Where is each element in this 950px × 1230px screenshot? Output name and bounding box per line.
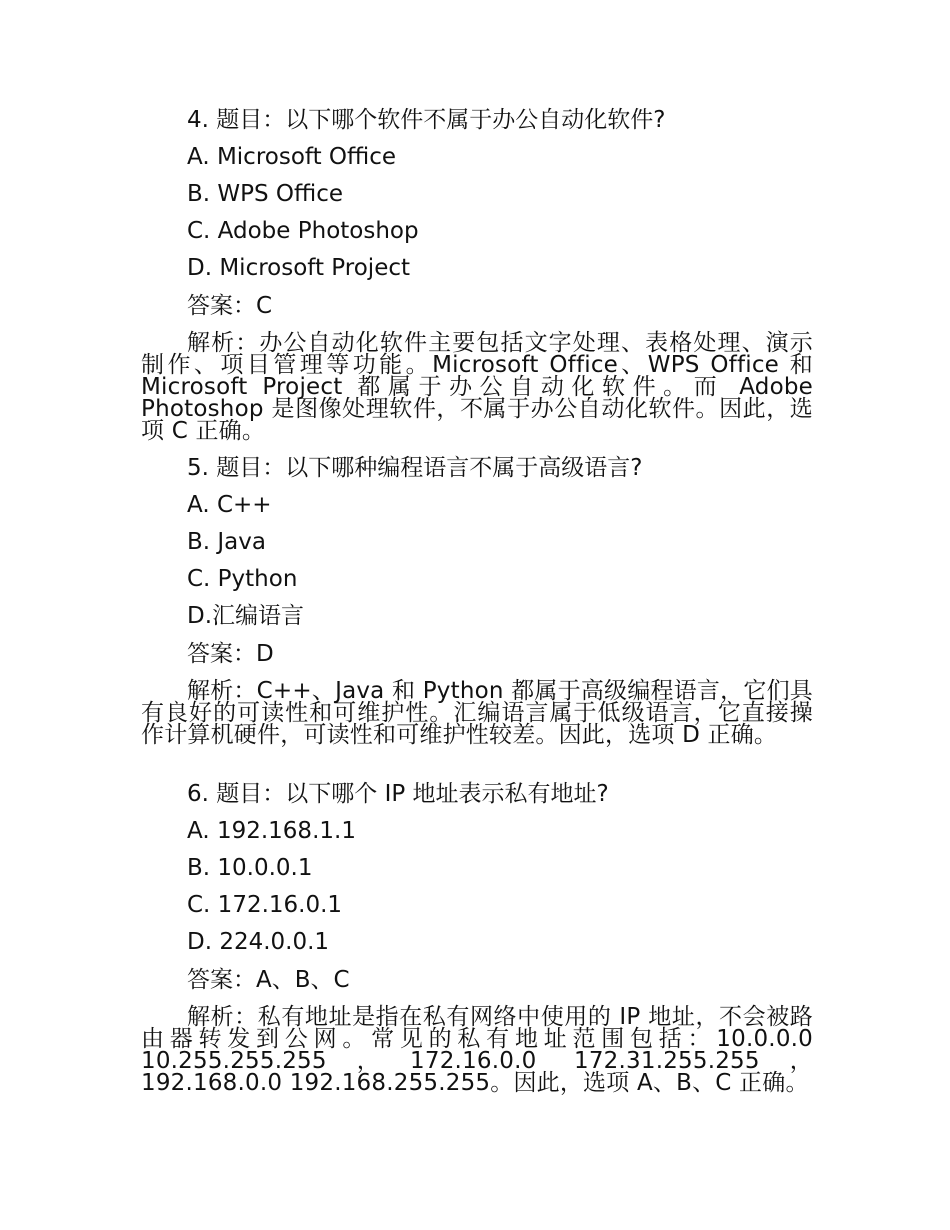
question-5-title: 5. 题目：以下哪种编程语言不属于高级语言? xyxy=(187,455,643,481)
question-6-option-b: B. 10.0.0.1 xyxy=(187,855,313,881)
question-5-analysis: 解析：C++、Java 和 Python 都属于高级编程语言，它们具有良好的可读性和可维护性。汇编语言属于低级语言，它直接操作计算机硬件，可读性和可维护性较差。因此，选项 D 正确。 xyxy=(141,678,813,748)
question-4-option-a: A. Microsoft Office xyxy=(187,144,397,170)
question-4-option-b: B. WPS Office xyxy=(187,181,344,207)
question-5-option-a: A. C++ xyxy=(187,492,272,518)
question-5-option-c: C. Python xyxy=(187,566,298,592)
question-5-option-d: D.汇编语言 xyxy=(187,603,305,629)
question-6-option-d: D. 224.0.0.1 xyxy=(187,929,330,955)
question-4-answer: 答案：C xyxy=(187,293,273,319)
question-4-option-d: D. Microsoft Project xyxy=(187,255,411,281)
question-5-answer: 答案：D xyxy=(187,641,274,667)
question-5-option-b: B. Java xyxy=(187,529,266,555)
question-6-title: 6. 题目：以下哪个 IP 地址表示私有地址? xyxy=(187,781,609,807)
question-6-analysis: 解析：私有地址是指在私有网络中使用的 IP 地址，不会被路由器转发到公网。常见的私有地址范围包括：10.0.0.0 10.255.255.255，172.16.0.0 172.31.255.255，192.168.0.0 192.168.255.255。因此，选项 A、B、C 正确。 xyxy=(141,1004,813,1096)
question-6-option-a: A. 192.168.1.1 xyxy=(187,818,356,844)
question-4-title: 4. 题目：以下哪个软件不属于办公自动化软件? xyxy=(187,107,666,133)
question-6-option-c: C. 172.16.0.1 xyxy=(187,892,343,918)
question-4-option-c: C. Adobe Photoshop xyxy=(187,218,419,244)
question-4-analysis: 解析：办公自动化软件主要包括文字处理、表格处理、演示制作、项目管理等功能。Microsoft Office、WPS Office 和 Microsoft Project 都属于办公自动化软件。而 Adobe Photoshop 是图像处理软件，不属于办公自动化软件。因此，选项 C 正确。 xyxy=(141,330,813,444)
question-6-answer: 答案：A、B、C xyxy=(187,967,350,993)
